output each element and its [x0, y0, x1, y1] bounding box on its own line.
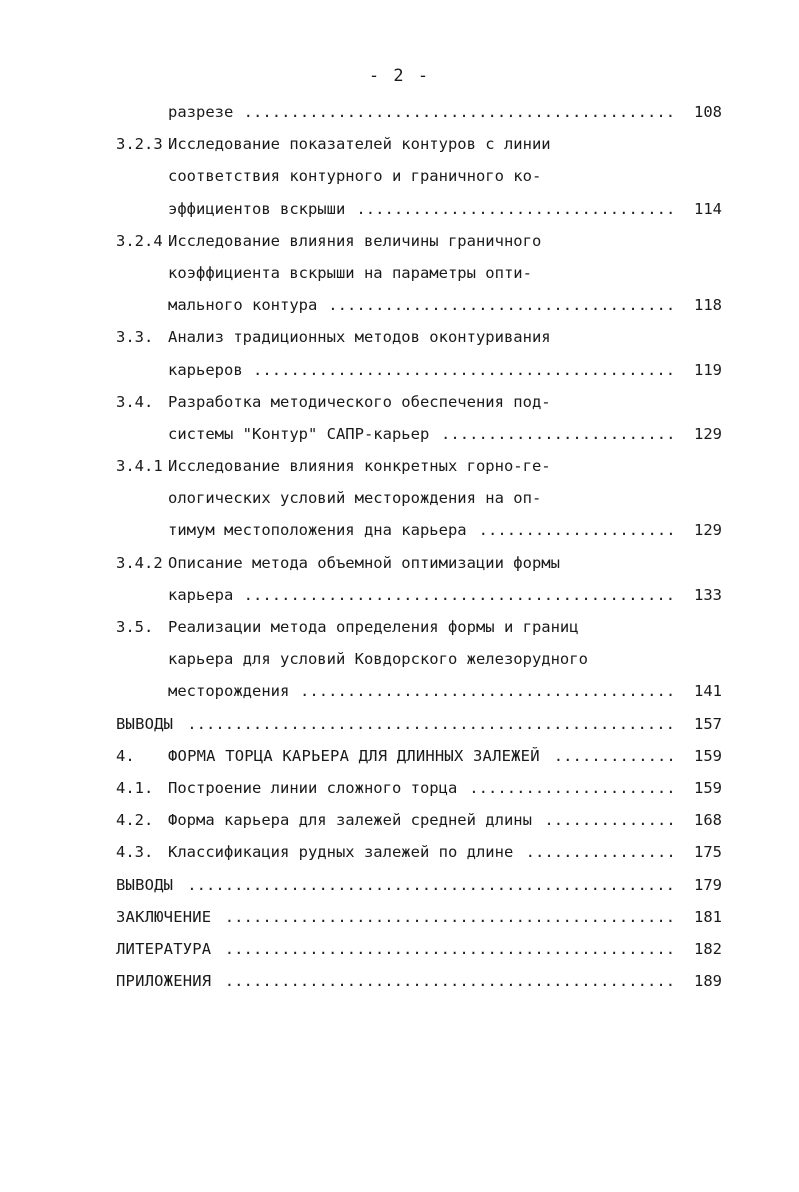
toc-leader-dots: .............. — [544, 811, 676, 830]
toc-entry-number: 3.2.4 — [116, 231, 163, 250]
toc-line — [116, 901, 722, 933]
toc-page-number: 182 — [694, 939, 722, 958]
toc-entry-title: разрезе — [168, 103, 234, 121]
toc-entry-number: 3.4. — [116, 392, 154, 411]
toc-line — [116, 418, 722, 450]
toc-page-number: 108 — [694, 103, 722, 121]
toc-page-number: 114 — [694, 199, 722, 218]
toc-line — [116, 772, 722, 804]
toc-entry-number: 3.4.2 — [116, 553, 163, 572]
toc-leader-dots: ...................... — [469, 778, 676, 797]
toc-entry-number: 3.5. — [116, 618, 154, 636]
toc-page-number: 129 — [694, 521, 722, 540]
toc-leader-dots: .................................................... — [187, 875, 676, 894]
toc-leader-dots: ..................... — [478, 521, 676, 540]
toc-leader-dots: ................ — [525, 843, 676, 862]
toc-leader-dots: ............................................. — [253, 360, 676, 379]
toc-entry-title: ЗАКЛЮЧЕНИЕ — [116, 907, 212, 926]
toc-entry-number: 4. — [116, 746, 135, 765]
toc-entry-title: эффициентов вскрыши — [168, 199, 346, 218]
toc-entry-title: карьера для условий Ковдорского железорудного — [168, 650, 588, 669]
toc-line — [116, 675, 722, 707]
toc-entry-title: ВЫВОДЫ — [116, 875, 174, 894]
toc-leader-dots: ..................................... — [328, 296, 676, 315]
toc-leader-dots: ................................................ — [224, 907, 676, 926]
toc-entry-number: 4.1. — [116, 778, 154, 797]
toc-leader-dots: ................................................ — [224, 972, 676, 991]
toc-entry-title: Разработка методического обеспечения под- — [168, 392, 551, 411]
toc-line — [116, 836, 722, 868]
toc-entry-title: Анализ традиционных методов оконтуривания — [168, 328, 551, 347]
toc-line — [116, 547, 722, 579]
toc-line — [116, 354, 722, 386]
toc-line — [116, 708, 722, 740]
toc-page-number: 119 — [694, 360, 722, 379]
toc-line — [116, 289, 722, 321]
toc-entry-title: Реализации метода определения формы и границ — [168, 618, 579, 636]
toc-entry-number: 3.2.3 — [116, 135, 163, 154]
toc-page-number: 168 — [694, 811, 722, 830]
toc-entry-title: ЛИТЕРАТУРА — [116, 939, 212, 958]
toc-entry-title: месторождения — [168, 682, 290, 701]
toc-entry-title: ФОРМА ТОРЦА КАРЬЕРА ДЛЯ ДЛИННЫХ ЗАЛЕЖЕЙ — [168, 746, 540, 765]
toc-entry-title: Форма карьера для залежей средней длины — [168, 811, 532, 830]
toc-line — [116, 160, 722, 192]
toc-line — [116, 933, 722, 965]
toc-line — [116, 514, 722, 546]
toc-line — [116, 128, 722, 160]
toc-line — [116, 225, 722, 257]
toc-entry-title: тимум местоположения дна карьера — [168, 521, 467, 540]
toc-page-number: 159 — [694, 746, 722, 765]
toc-entry-title: системы "Контур" САПР-карьер — [168, 424, 430, 443]
toc-line — [116, 193, 722, 225]
toc-leader-dots: ................................................ — [224, 939, 676, 958]
toc-line — [116, 321, 722, 353]
toc-entry-number: 4.2. — [116, 811, 154, 830]
toc-page-number: 159 — [694, 778, 722, 797]
toc-leader-dots: ......................... — [441, 424, 676, 443]
toc-entry-number: 3.3. — [116, 328, 154, 347]
toc-entry-title: Исследование влияния величины граничного — [168, 231, 542, 250]
toc-entry-title: ВЫВОДЫ — [116, 714, 174, 733]
toc-line — [116, 257, 722, 289]
toc-entry-title: карьеров — [168, 360, 243, 379]
toc-entry-title: ПРИЛОЖЕНИЯ — [116, 972, 212, 991]
table-of-contents — [116, 96, 722, 997]
toc-line — [116, 450, 722, 482]
toc-line — [116, 579, 722, 611]
toc-entry-number: 3.4.1 — [116, 457, 163, 476]
toc-entry-title: Классификация рудных залежей по длине — [168, 843, 514, 862]
toc-entry-number: 4.3. — [116, 843, 154, 862]
toc-leader-dots: .............................................. — [243, 103, 676, 121]
toc-line — [116, 643, 722, 675]
toc-page-number: 189 — [694, 972, 722, 991]
toc-entry-title: ологических условий месторождения на оп- — [168, 489, 542, 508]
toc-entry-title: карьера — [168, 585, 234, 604]
toc-line — [116, 482, 722, 514]
toc-page-number: 129 — [694, 424, 722, 443]
toc-entry-title: Описание метода объемной оптимизации формы — [168, 553, 560, 572]
toc-leader-dots: ............. — [553, 746, 676, 765]
toc-entry-title: соответствия контурного и граничного ко- — [168, 167, 542, 186]
toc-entry-title: Исследование влияния конкретных горно-ге- — [168, 457, 551, 476]
toc-page-number: 175 — [694, 843, 722, 862]
toc-line — [116, 611, 722, 643]
toc-leader-dots: .................................. — [356, 199, 676, 218]
toc-line — [116, 804, 722, 836]
page-number: - 2 - — [368, 66, 431, 86]
toc-line — [116, 869, 722, 901]
toc-entry-title: Исследование показателей контуров с линии — [168, 135, 551, 154]
toc-line — [116, 740, 722, 772]
toc-line — [116, 386, 722, 418]
toc-line — [116, 96, 722, 128]
toc-entry-title: коэффициента вскрыши на параметры опти- — [168, 263, 532, 282]
toc-page-number: 181 — [694, 907, 722, 926]
toc-page-number: 133 — [694, 585, 722, 604]
toc-page-number: 179 — [694, 875, 722, 894]
toc-page-number: 141 — [694, 682, 722, 701]
toc-entry-title: Построение линии сложного торца — [168, 778, 458, 797]
toc-page-number: 157 — [694, 714, 722, 733]
toc-page-number: 118 — [694, 296, 722, 315]
toc-leader-dots: .............................................. — [243, 585, 676, 604]
toc-line — [116, 965, 722, 997]
toc-leader-dots: .................................................... — [187, 714, 676, 733]
toc-leader-dots: ........................................ — [300, 682, 676, 701]
toc-entry-title: мального контура — [168, 296, 318, 315]
